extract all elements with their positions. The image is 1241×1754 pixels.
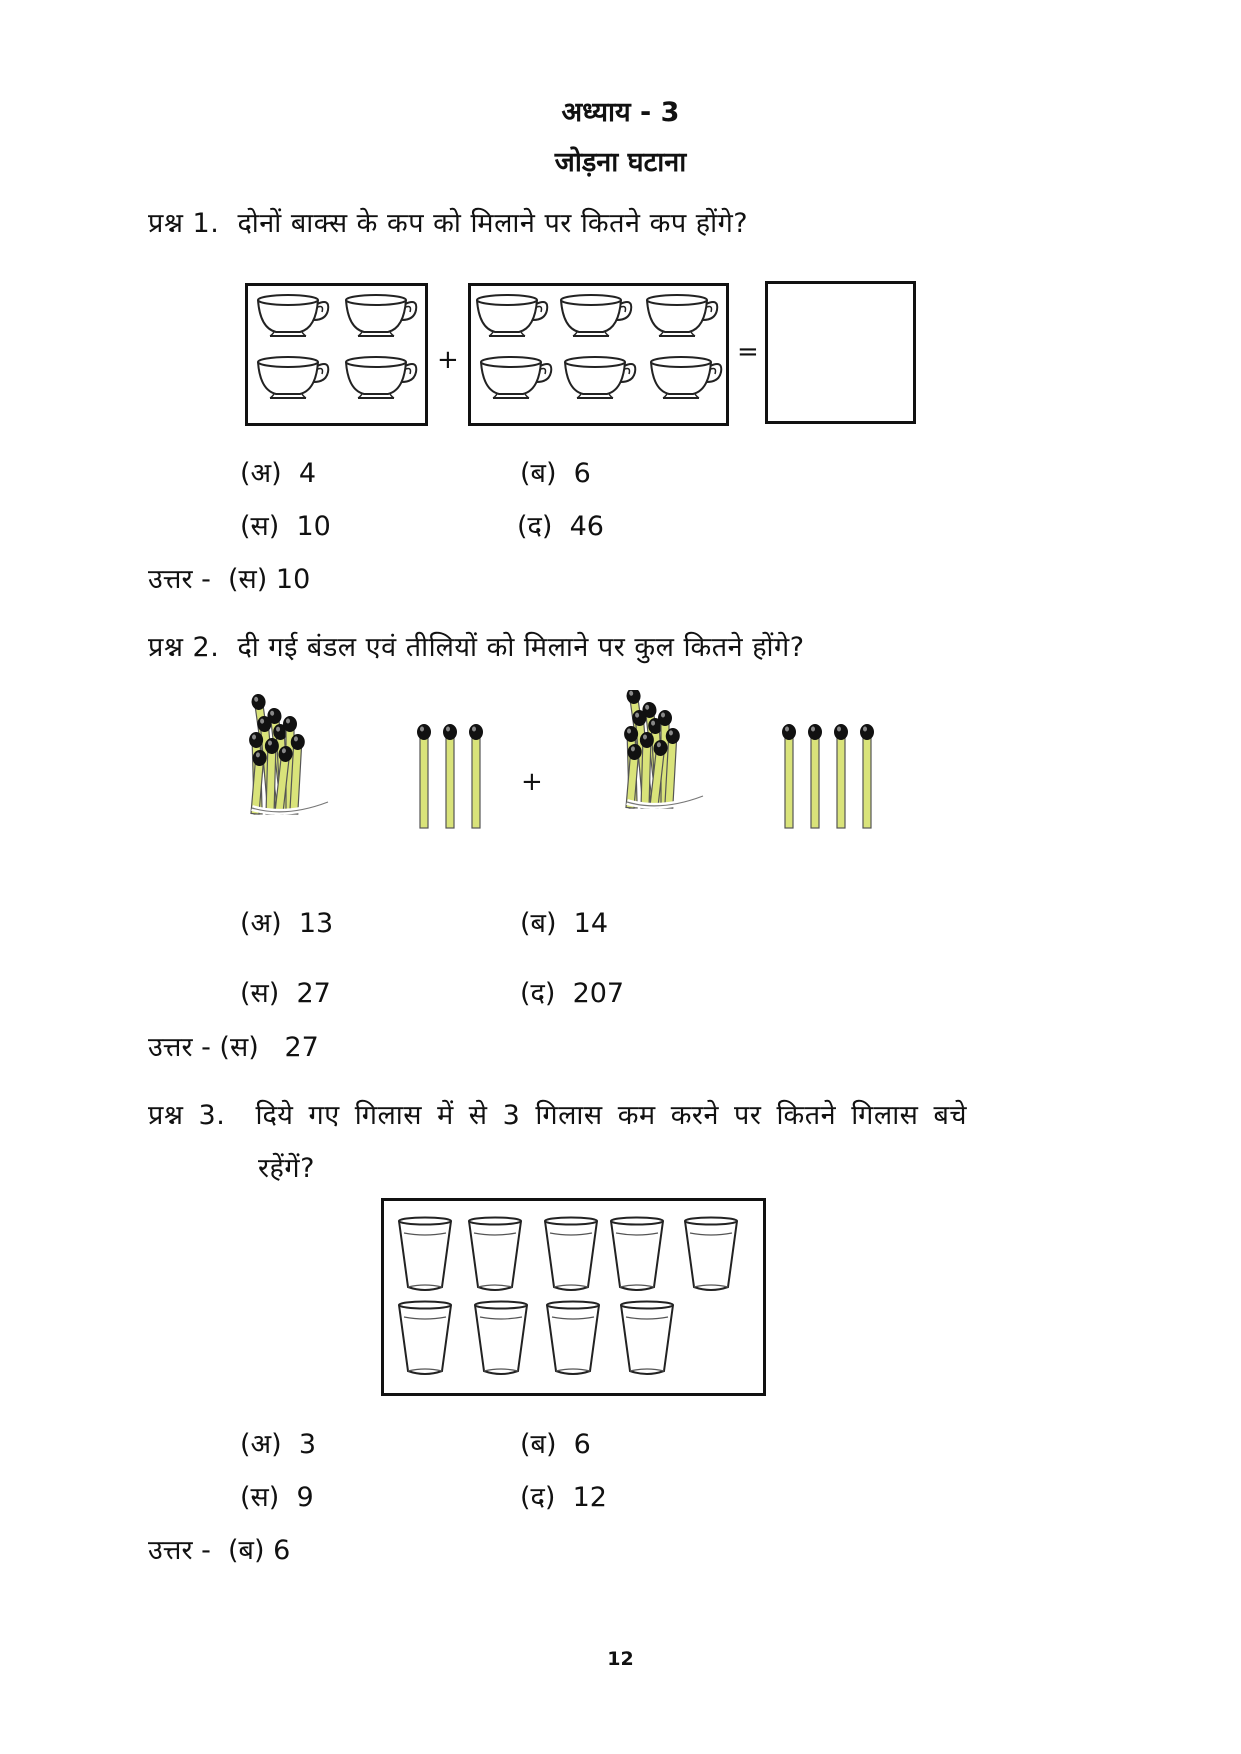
question-text: दी गई बंडल एवं तीलियों को मिलाने पर कुल कितने होंगे? bbox=[237, 632, 805, 663]
matchstick-icon bbox=[417, 724, 483, 828]
matchstick-icon bbox=[808, 724, 822, 828]
glasses-box bbox=[381, 1198, 766, 1396]
option-d[interactable]: (द) 207 bbox=[520, 978, 625, 1009]
cup-icon bbox=[346, 295, 416, 336]
question-3 bbox=[148, 1095, 967, 1132]
cups-box-left bbox=[245, 283, 428, 426]
matchstick-icon bbox=[834, 724, 848, 828]
glass-icon bbox=[611, 1218, 663, 1291]
question-label: प्रश्न 1. bbox=[148, 208, 220, 239]
option-b[interactable]: (ब) 14 bbox=[520, 908, 609, 939]
cup-icon bbox=[258, 295, 328, 336]
glasses-group bbox=[384, 1201, 763, 1393]
plus-sign: + bbox=[521, 767, 543, 797]
answer-1: उत्तर - (स) 10 bbox=[148, 564, 311, 595]
question-2 bbox=[148, 627, 805, 664]
cup-icon bbox=[651, 357, 721, 398]
option-c[interactable]: (स) 9 bbox=[240, 1482, 314, 1513]
cup-icon bbox=[258, 357, 328, 398]
matchstick-bundle-icon bbox=[248, 693, 328, 814]
glass-icon bbox=[685, 1218, 737, 1291]
chapter-title: अध्याय - 3 bbox=[561, 97, 680, 128]
matchstick-icon bbox=[443, 724, 457, 828]
option-c[interactable]: (स) 10 bbox=[240, 511, 331, 542]
cup-icon bbox=[561, 295, 631, 336]
option-a[interactable]: (अ) 4 bbox=[240, 458, 317, 489]
question-3-line2: रहेंगें? bbox=[258, 1153, 315, 1184]
equals-sign: = bbox=[737, 337, 759, 367]
matchstick-bundle-icon bbox=[623, 690, 703, 808]
glass-icon bbox=[475, 1302, 527, 1375]
question-label: प्रश्न 3. bbox=[148, 1100, 226, 1131]
matchstick-icon bbox=[782, 724, 874, 828]
chapter-subtitle: जोड़ना घटाना bbox=[554, 147, 687, 178]
glass-icon bbox=[469, 1218, 521, 1291]
question-text: दिये गए गिलास में से 3 गिलास कम करने पर कितने गिलास बचे bbox=[255, 1100, 968, 1131]
option-a[interactable]: (अ) 3 bbox=[240, 1429, 317, 1460]
glass-icon bbox=[621, 1302, 673, 1375]
answer-3: उत्तर - (ब) 6 bbox=[148, 1535, 291, 1566]
question-label: प्रश्न 2. bbox=[148, 632, 220, 663]
matchstick-icon bbox=[860, 724, 874, 828]
plus-sign: + bbox=[437, 345, 459, 375]
matchstick-icon bbox=[782, 724, 796, 828]
glass-icon bbox=[547, 1302, 599, 1375]
glass-icon bbox=[545, 1218, 597, 1291]
cup-icon bbox=[565, 357, 635, 398]
option-b[interactable]: (ब) 6 bbox=[520, 458, 591, 489]
cups-box-right bbox=[468, 283, 729, 426]
cup-icon bbox=[477, 295, 547, 336]
matchstick-icon bbox=[623, 743, 642, 808]
glass-icon bbox=[399, 1302, 451, 1375]
option-b[interactable]: (ब) 6 bbox=[520, 1429, 591, 1460]
option-d[interactable]: (द) 46 bbox=[517, 511, 604, 542]
cups-group-left bbox=[248, 286, 425, 423]
cup-icon bbox=[647, 295, 717, 336]
matchstick-icon bbox=[417, 724, 431, 828]
cups-group-right bbox=[471, 286, 726, 423]
matchsticks-illustration bbox=[240, 690, 900, 870]
question-1 bbox=[148, 203, 748, 240]
option-c[interactable]: (स) 27 bbox=[240, 978, 331, 1009]
answer-2: उत्तर - (स) 27 bbox=[148, 1032, 319, 1063]
page-number: 12 bbox=[607, 1648, 634, 1670]
cup-icon bbox=[346, 357, 416, 398]
answer-box[interactable] bbox=[765, 281, 916, 424]
option-d[interactable]: (द) 12 bbox=[520, 1482, 607, 1513]
cup-icon bbox=[481, 357, 551, 398]
question-text: दोनों बाक्स के कप को मिलाने पर कितने कप होंगे? bbox=[237, 208, 749, 239]
option-a[interactable]: (अ) 13 bbox=[240, 908, 334, 939]
matchstick-icon bbox=[469, 724, 483, 828]
glass-icon bbox=[399, 1218, 451, 1291]
matchstick-icon bbox=[248, 749, 267, 814]
